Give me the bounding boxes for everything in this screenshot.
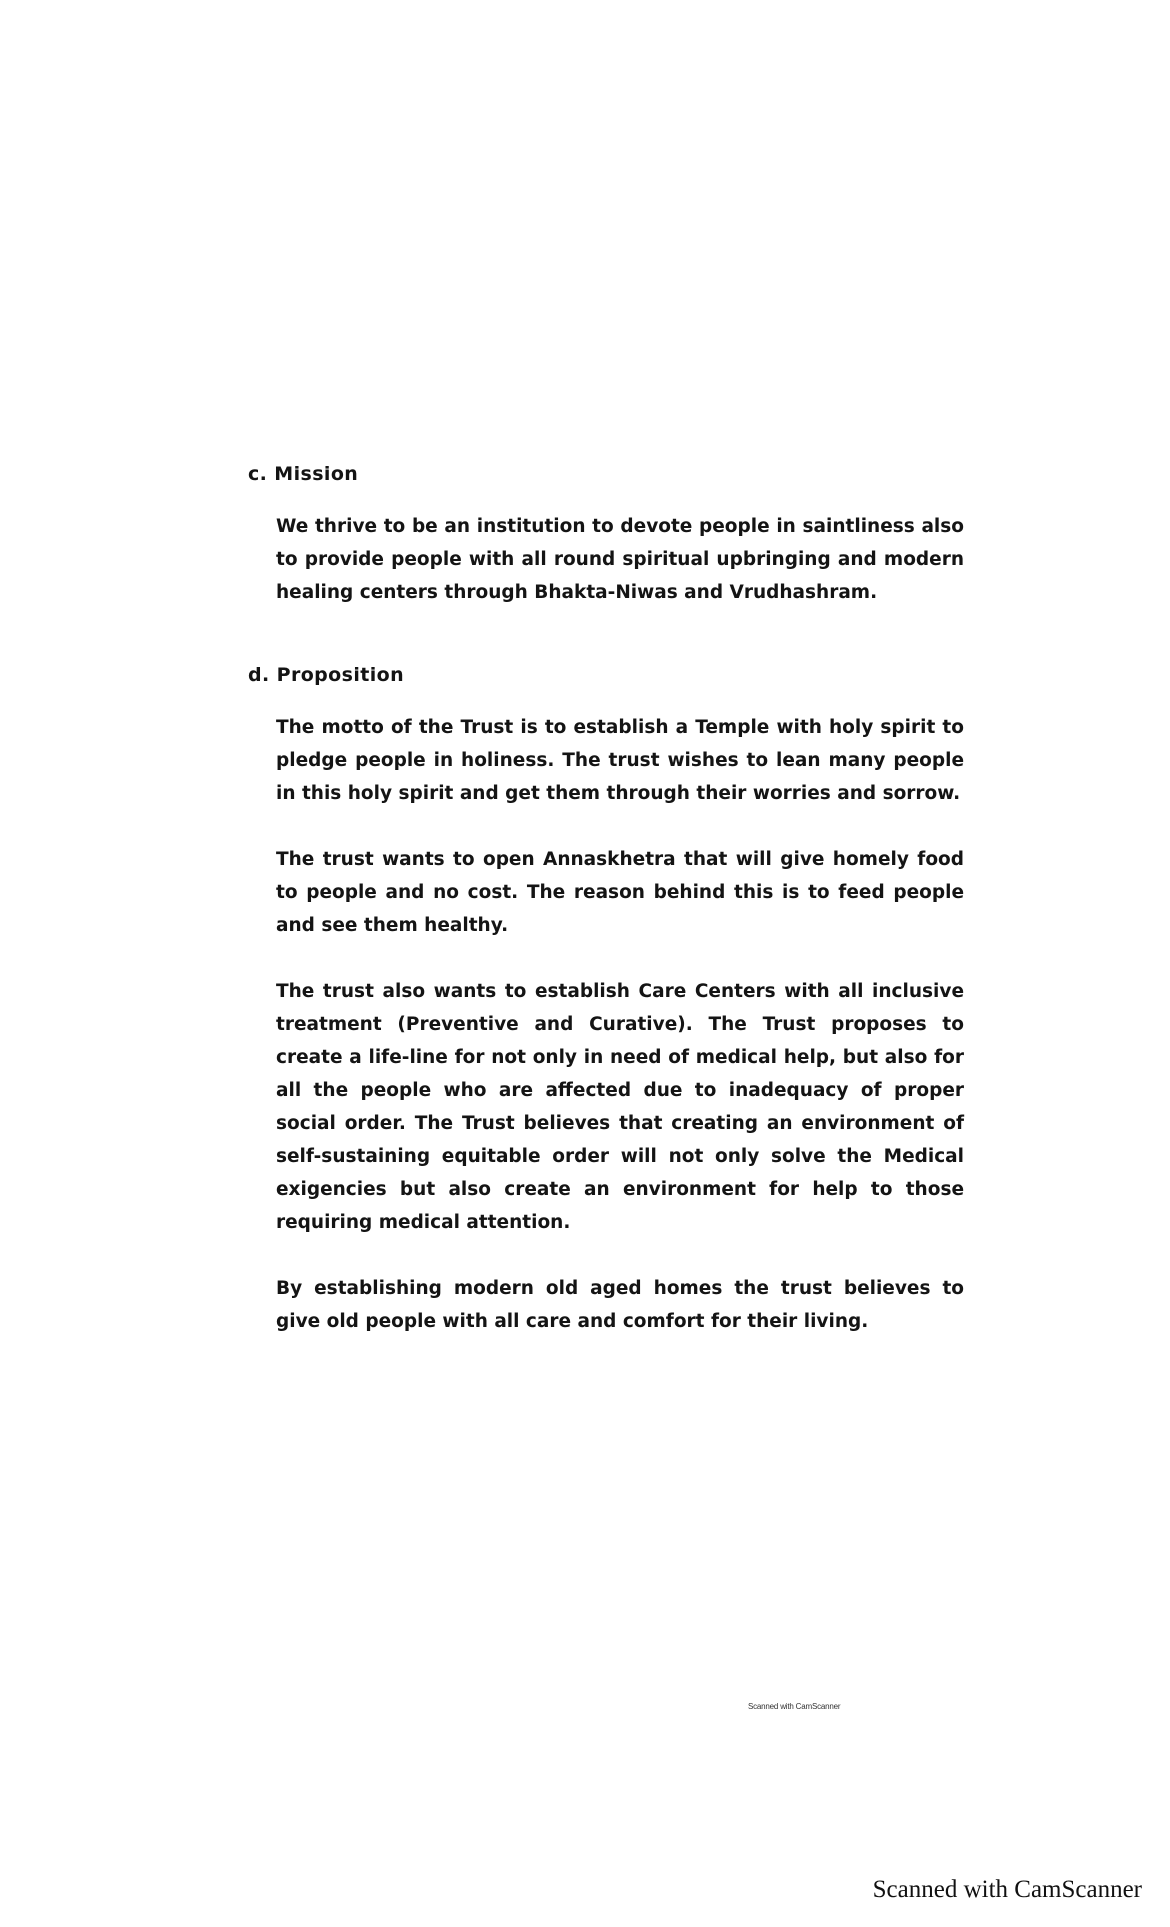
mission-heading: c. Mission xyxy=(248,463,359,485)
scanner-watermark-small: Scanned with CamScanner xyxy=(748,1702,841,1711)
scanner-watermark: Scanned with CamScanner xyxy=(872,1876,1142,1903)
proposition-section xyxy=(248,659,968,1338)
proposition-paragraph-care-centers: The trust also wants to establish Care Centers with all inclusive treatment (Preventive and Curative). The Trust proposes to create a life-line for not only in need of medical help, but also for all the people who are affected due to inadequacy of proper social order. The Trust believes that creating an environment of self-sustaining equitable order will not only solve the Medical exigencies but also create an environment for help to those requiring medical attention. xyxy=(276,981,964,1233)
mission-body xyxy=(276,510,964,609)
proposition-body xyxy=(276,711,964,1338)
mission-paragraph: We thrive to be an institution to devote people in saintliness also to provide people with all round spiritual upbringing and modern healing centers through Bhakta-Niwas and Vrudhashram. xyxy=(276,516,964,603)
proposition-paragraph-old-age-homes: By establishing modern old aged homes the trust believes to give old people with all care and comfort for their living. xyxy=(276,1278,964,1332)
mission-section xyxy=(248,458,968,609)
proposition-paragraph-temple: The motto of the Trust is to establish a Temple with holy spirit to pledge people in holiness. The trust wishes to lean many people in this holy spirit and get them through their worries and sorrow. xyxy=(276,717,964,804)
document-content xyxy=(248,458,968,1338)
proposition-heading: d. Proposition xyxy=(248,664,405,686)
proposition-paragraph-annaskhetra: The trust wants to open Annaskhetra that will give homely food to people and no cost. The reason behind this is to feed people and see them healthy. xyxy=(276,849,964,936)
